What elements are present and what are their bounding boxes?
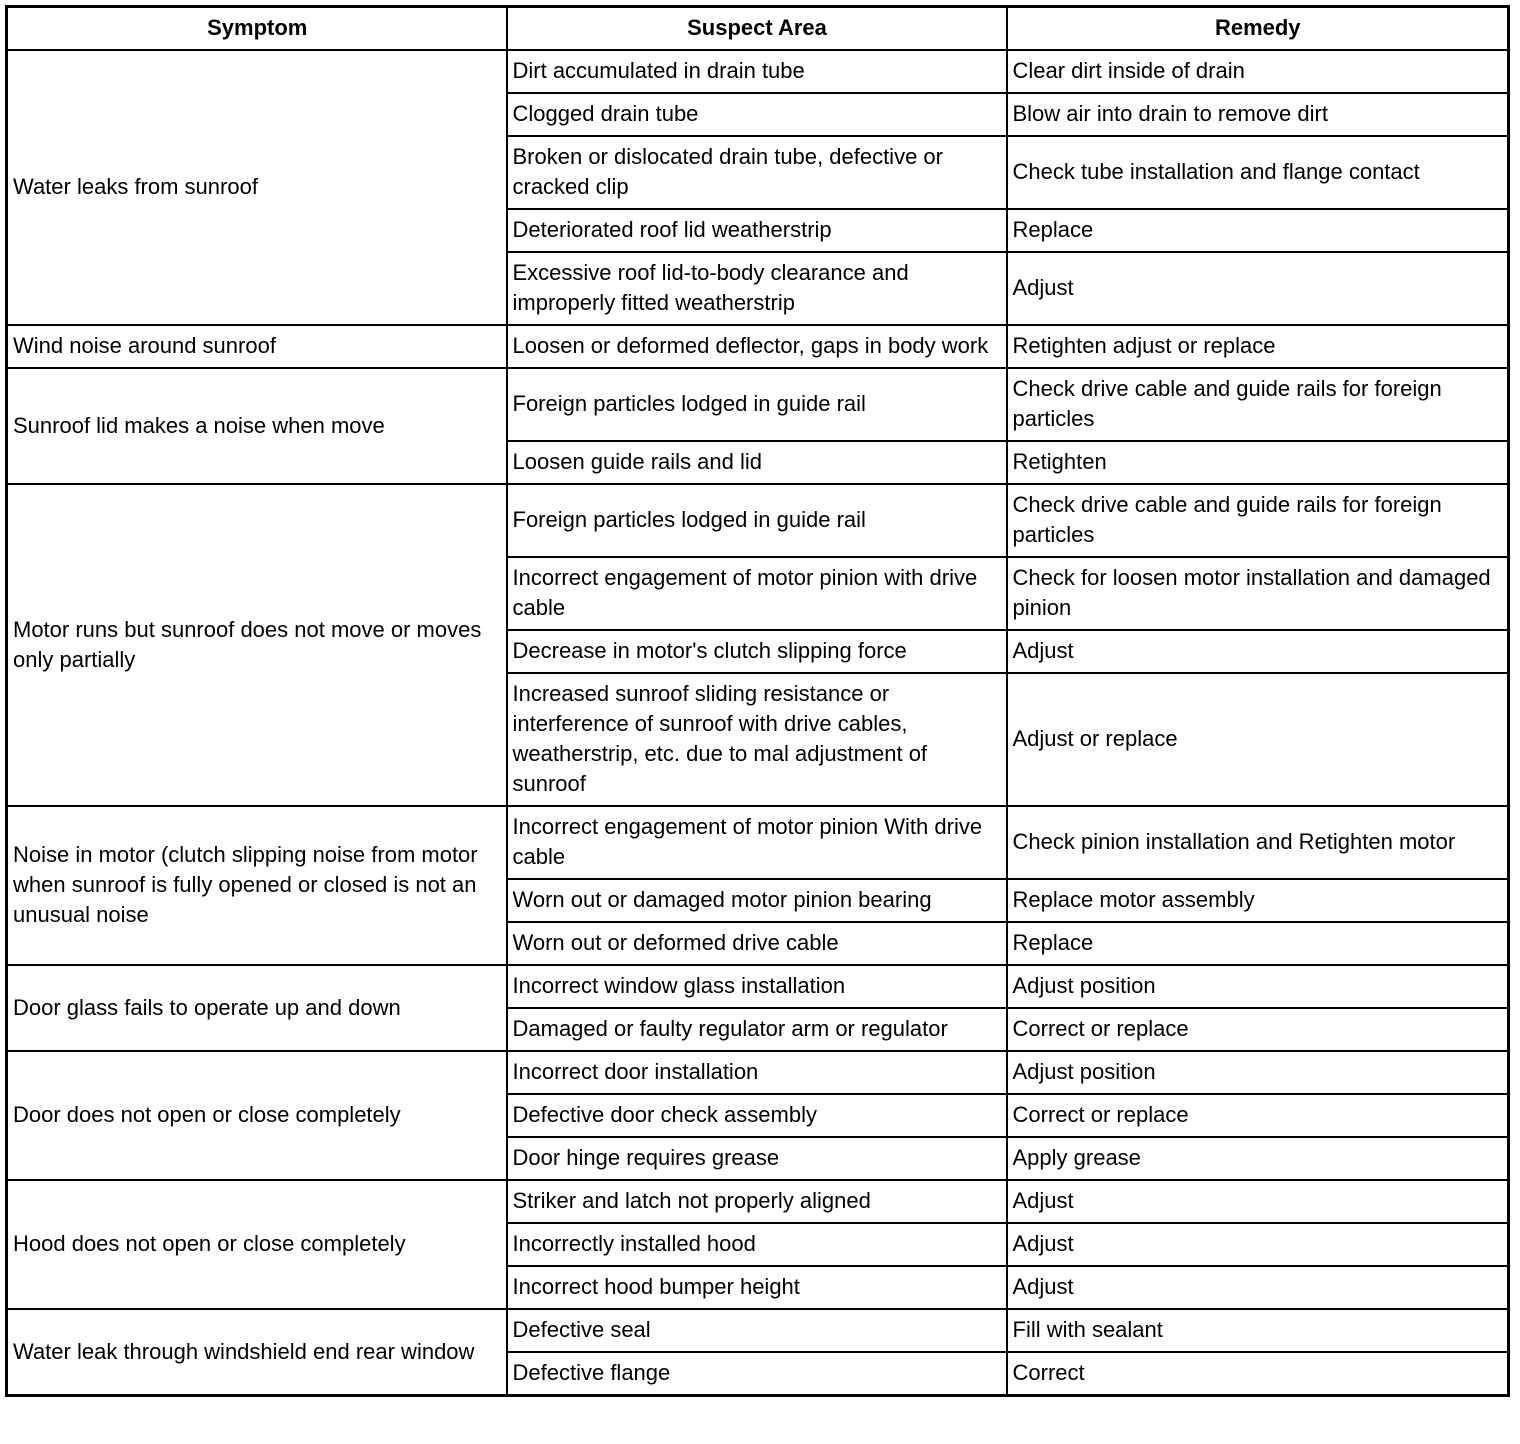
suspect-area-cell: Incorrectly installed hood <box>507 1223 1007 1266</box>
remedy-cell: Adjust position <box>1007 965 1509 1008</box>
suspect-area-cell: Worn out or deformed drive cable <box>507 922 1007 965</box>
suspect-area-cell: Defective door check assembly <box>507 1094 1007 1137</box>
symptom-cell: Door glass fails to operate up and down <box>7 965 507 1051</box>
suspect-area-cell: Incorrect door installation <box>507 1051 1007 1094</box>
table-row <box>7 1309 1509 1352</box>
symptom-cell: Wind noise around sunroof <box>7 325 507 368</box>
table-row <box>7 368 1509 441</box>
symptom-cell: Water leak through windshield end rear window <box>7 1309 507 1396</box>
remedy-cell: Replace <box>1007 922 1509 965</box>
table-row <box>7 1180 1509 1223</box>
suspect-area-cell: Damaged or faulty regulator arm or regulator <box>507 1008 1007 1051</box>
remedy-cell: Check drive cable and guide rails for foreign particles <box>1007 368 1509 441</box>
table-row <box>7 325 1509 368</box>
header-row <box>7 7 1509 51</box>
remedy-cell: Check tube installation and flange contact <box>1007 136 1509 209</box>
suspect-area-cell: Defective seal <box>507 1309 1007 1352</box>
remedy-cell: Correct or replace <box>1007 1008 1509 1051</box>
remedy-cell: Check for loosen motor installation and damaged pinion <box>1007 557 1509 630</box>
symptom-cell: Water leaks from sunroof <box>7 50 507 325</box>
remedy-cell: Fill with sealant <box>1007 1309 1509 1352</box>
suspect-area-cell: Decrease in motor's clutch slipping force <box>507 630 1007 673</box>
remedy-cell: Check pinion installation and Retighten motor <box>1007 806 1509 879</box>
symptom-cell: Motor runs but sunroof does not move or moves only partially <box>7 484 507 806</box>
remedy-cell: Check drive cable and guide rails for foreign particles <box>1007 484 1509 557</box>
suspect-area-cell: Increased sunroof sliding resistance or interference of sunroof with drive cables, weatherstrip, etc. due to mal adjustment of sunroof <box>507 673 1007 806</box>
symptom-cell: Noise in motor (clutch slipping noise from motor when sunroof is fully opened or closed is not an unusual noise <box>7 806 507 965</box>
suspect-area-cell: Defective flange <box>507 1352 1007 1396</box>
remedy-cell: Adjust <box>1007 1180 1509 1223</box>
suspect-area-cell: Foreign particles lodged in guide rail <box>507 484 1007 557</box>
suspect-area-cell: Incorrect engagement of motor pinion With drive cable <box>507 806 1007 879</box>
suspect-area-cell: Incorrect window glass installation <box>507 965 1007 1008</box>
suspect-area-cell: Clogged drain tube <box>507 93 1007 136</box>
suspect-area-cell: Excessive roof lid-to-body clearance and improperly fitted weatherstrip <box>507 252 1007 325</box>
suspect-area-cell: Foreign particles lodged in guide rail <box>507 368 1007 441</box>
table-row <box>7 50 1509 93</box>
remedy-cell: Adjust <box>1007 630 1509 673</box>
remedy-cell: Retighten <box>1007 441 1509 484</box>
table-row <box>7 806 1509 879</box>
remedy-cell: Replace <box>1007 209 1509 252</box>
remedy-cell: Retighten adjust or replace <box>1007 325 1509 368</box>
suspect-area-cell: Incorrect engagement of motor pinion with drive cable <box>507 557 1007 630</box>
suspect-area-cell: Deteriorated roof lid weatherstrip <box>507 209 1007 252</box>
suspect-area-cell: Loosen guide rails and lid <box>507 441 1007 484</box>
symptom-cell: Door does not open or close completely <box>7 1051 507 1180</box>
remedy-cell: Adjust <box>1007 1266 1509 1309</box>
header-remedy: Remedy <box>1007 7 1509 51</box>
suspect-area-cell: Striker and latch not properly aligned <box>507 1180 1007 1223</box>
remedy-cell: Adjust position <box>1007 1051 1509 1094</box>
table-row <box>7 1051 1509 1094</box>
remedy-cell: Correct or replace <box>1007 1094 1509 1137</box>
suspect-area-cell: Dirt accumulated in drain tube <box>507 50 1007 93</box>
remedy-cell: Clear dirt inside of drain <box>1007 50 1509 93</box>
remedy-cell: Apply grease <box>1007 1137 1509 1180</box>
symptom-cell: Hood does not open or close completely <box>7 1180 507 1309</box>
remedy-cell: Replace motor assembly <box>1007 879 1509 922</box>
header-suspect-area: Suspect Area <box>507 7 1007 51</box>
header-symptom: Symptom <box>7 7 507 51</box>
suspect-area-cell: Worn out or damaged motor pinion bearing <box>507 879 1007 922</box>
remedy-cell: Adjust <box>1007 1223 1509 1266</box>
troubleshooting-table <box>5 5 1510 1397</box>
symptom-cell: Sunroof lid makes a noise when move <box>7 368 507 484</box>
suspect-area-cell: Loosen or deformed deflector, gaps in body work <box>507 325 1007 368</box>
remedy-cell: Blow air into drain to remove dirt <box>1007 93 1509 136</box>
remedy-cell: Correct <box>1007 1352 1509 1396</box>
suspect-area-cell: Incorrect hood bumper height <box>507 1266 1007 1309</box>
remedy-cell: Adjust <box>1007 252 1509 325</box>
suspect-area-cell: Broken or dislocated drain tube, defective or cracked clip <box>507 136 1007 209</box>
table-body <box>7 50 1509 1396</box>
remedy-cell: Adjust or replace <box>1007 673 1509 806</box>
table-row <box>7 484 1509 557</box>
table-row <box>7 965 1509 1008</box>
suspect-area-cell: Door hinge requires grease <box>507 1137 1007 1180</box>
